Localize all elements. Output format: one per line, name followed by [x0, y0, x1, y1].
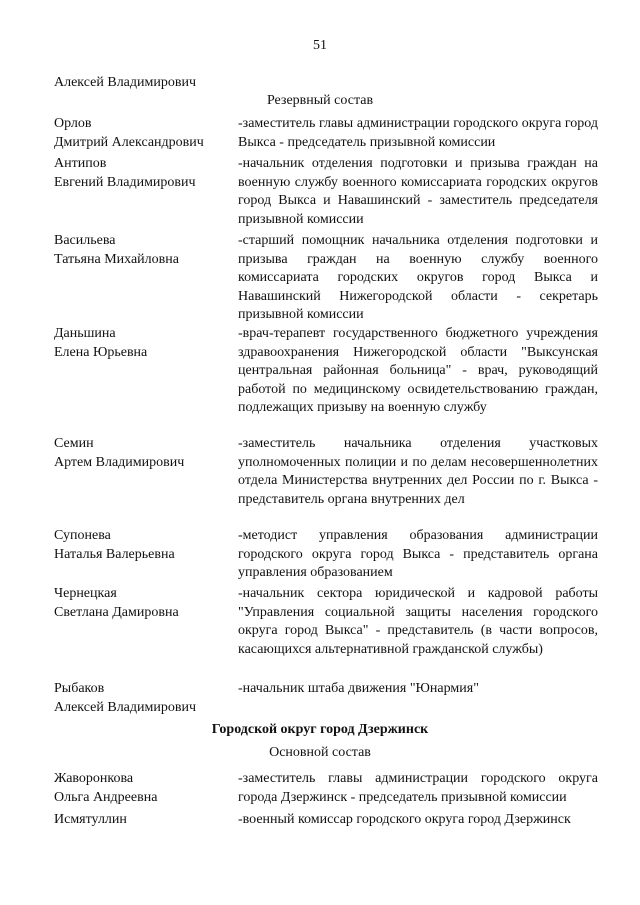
- person-name: [54, 115, 234, 152]
- given-name: Дмитрий Александрович: [54, 134, 204, 150]
- person-name: [54, 680, 234, 717]
- given-name: Татьяна Михайловна: [54, 251, 179, 267]
- role-description: -методист управления образования администрации городского округа город Выкса - представитель органа управления образованием: [238, 528, 598, 581]
- surname: Рыбаков: [54, 681, 105, 696]
- surname: Васильева: [54, 233, 116, 248]
- surname: Чернецкая: [54, 586, 117, 601]
- given-name: Евгений Владимирович: [54, 174, 196, 190]
- surname: Антипов: [54, 156, 107, 171]
- given-name: Артем Владимирович: [54, 454, 185, 470]
- surname: Исмятуллин: [54, 812, 127, 827]
- role-description: -военный комиссар городского округа город Дзержинск: [238, 812, 571, 827]
- person-name: [54, 435, 234, 472]
- role-description: -начальник штаба движения "Юнармия": [238, 681, 479, 696]
- role-description: -начальник сектора юридической и кадровой работы "Управления социальной защиты населения городского округа город Выкса" - представитель (в части вопросов, касающихся альтернативной гражданской службы): [238, 586, 598, 657]
- role-description: -заместитель главы администрации городского округа город Выкса - председатель призывной комиссии: [238, 116, 598, 150]
- given-name: Алексей Владимирович: [54, 699, 197, 715]
- given-name: Елена Юрьевна: [54, 344, 148, 360]
- role-description: -заместитель начальника отделения участковых уполномоченных полиции и по делам несовершеннолетних отдела Министерства внутренних дел России по г. Выкса - представитель органа внутренних дел: [238, 436, 598, 507]
- surname: Орлов: [54, 116, 92, 131]
- person-name: [54, 811, 234, 830]
- person-name: [54, 585, 234, 622]
- surname: Супонева: [54, 528, 111, 543]
- surname: Семин: [54, 436, 94, 451]
- role-description: -старший помощник начальника отделения подготовки и призыва граждан на военную службу военного комиссариата городских округов город Выкса и Навашинский Нижегородской области - секретарь призывной комиссии: [238, 233, 598, 323]
- person-name: [54, 527, 234, 564]
- reserve-heading: Резервный состав: [266, 93, 374, 108]
- given-name: Ольга Андреевна: [54, 789, 158, 805]
- trailing-person-name: Алексей Владимирович: [54, 75, 197, 90]
- person-name: [54, 232, 234, 269]
- given-name: Светлана Дамировна: [54, 604, 179, 620]
- section-title: Городской округ город Дзержинск: [211, 722, 429, 737]
- role-description: -начальник отделения подготовки и призыва граждан на военную службу военного комиссариата городских округов город Выкса и Навашинский - заместитель председателя призывной комиссии: [238, 156, 598, 227]
- surname: Жаворонкова: [54, 771, 134, 786]
- page-number: 51: [313, 38, 327, 53]
- given-name: Наталья Валерьевна: [54, 546, 175, 562]
- role-description: -заместитель главы администрации городского округа города Дзержинск - председатель призывной комиссии: [238, 771, 598, 805]
- person-name: [54, 770, 234, 807]
- main-heading: Основной состав: [269, 745, 371, 760]
- role-description: -врач-терапевт государственного бюджетного учреждения здравоохранения Нижегородской области "Выксунская центральная районная больница" - врач, руководящий работой по медицинскому освидетельствованию граждан, подлежащих призыву на военную службу: [238, 326, 598, 416]
- person-name: [54, 155, 234, 192]
- surname: Даньшина: [54, 326, 116, 341]
- person-name: [54, 325, 234, 362]
